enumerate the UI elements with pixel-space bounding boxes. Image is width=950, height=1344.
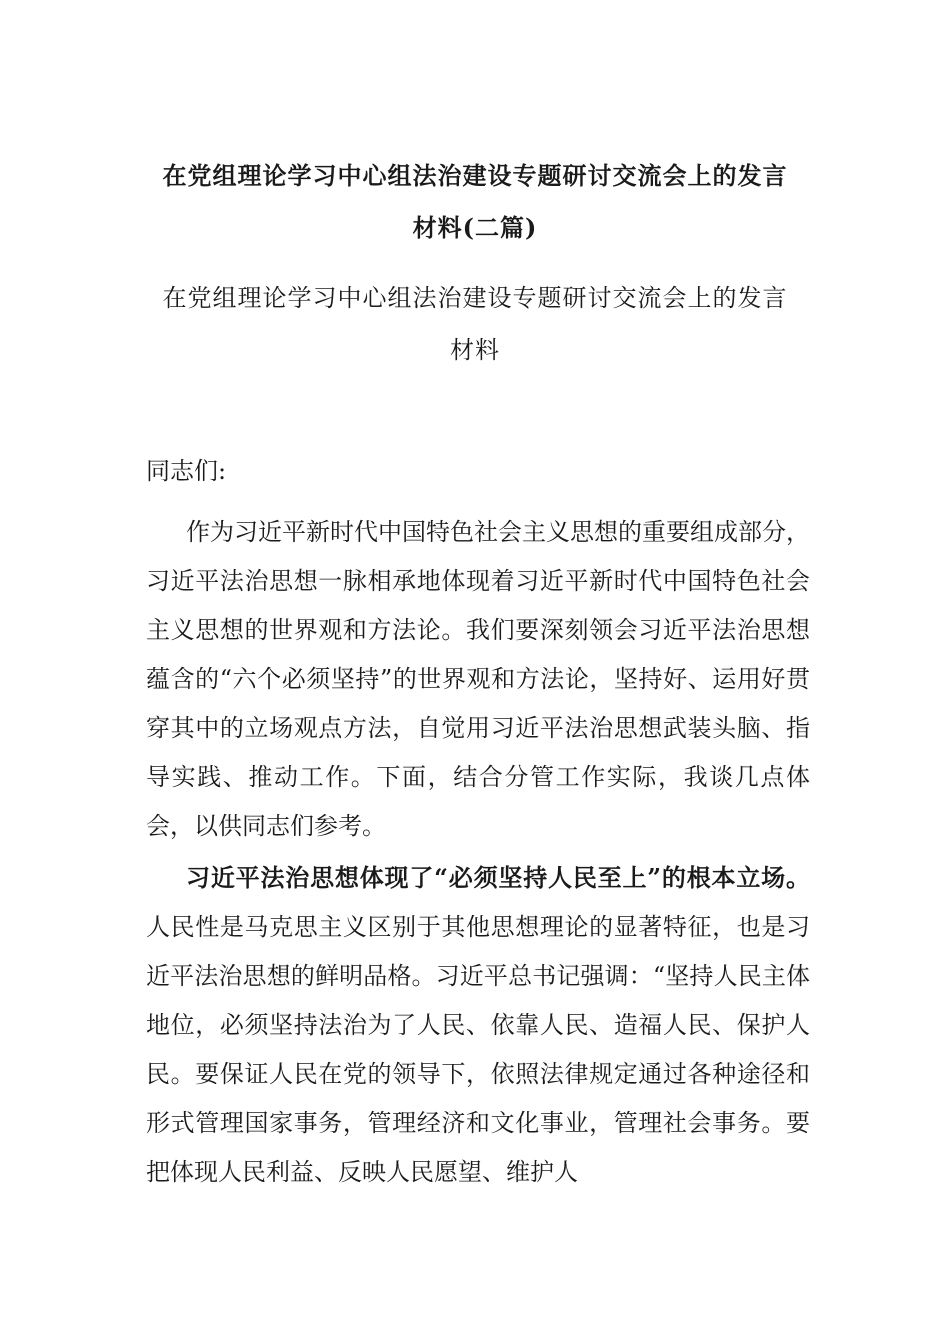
main-title-line-1: 在党组理论学习中心组法治建设专题研讨交流会上的发言: [162, 161, 788, 190]
sub-title-line-2: 材料: [450, 336, 500, 364]
salutation: 同志们:: [146, 457, 227, 485]
paragraph-lead-heading: 习近平法治思想体现了“必须坚持人民至上”的根本立场。: [186, 863, 810, 892]
document-sub-title: [140, 272, 810, 376]
paragraph-body-text: 人民性是马克思主义区别于其他思想理论的显著特征，也是习近平法治思想的鲜明品格。习近平总书记强调：“坚持人民主体地位，必须坚持法治为了人民、依靠人民、造福人民、保护人民。要保证人民在党的领导下，依照法律规定通过各种途径和形式管理国家事务，管理经济和文化事业，管理社会事务。要把体现人民利益、反映人民愿望、维护人: [146, 913, 810, 1186]
sub-title-line-1: 在党组理论学习中心组法治建设专题研讨交流会上的发言: [162, 284, 788, 312]
main-title-line-2: 材料(二篇): [412, 213, 538, 242]
document-main-title: [140, 150, 810, 254]
paragraph-people-first: [146, 853, 810, 1197]
paragraph-intro: 作为习近平新时代中国特色社会主义思想的重要组成部分，习近平法治思想一脉相承地体现着习近平新时代中国特色社会主义思想的世界观和方法论。我们要深刻领会习近平法治思想蕴含的“六个必须坚持”的世界观和方法论，坚持好、运用好贯穿其中的立场观点方法，自觉用习近平法治思想武装头脑、指导实践、推动工作。下面，结合分管工作实际，我谈几点体会，以供同志们参考。: [146, 518, 810, 840]
